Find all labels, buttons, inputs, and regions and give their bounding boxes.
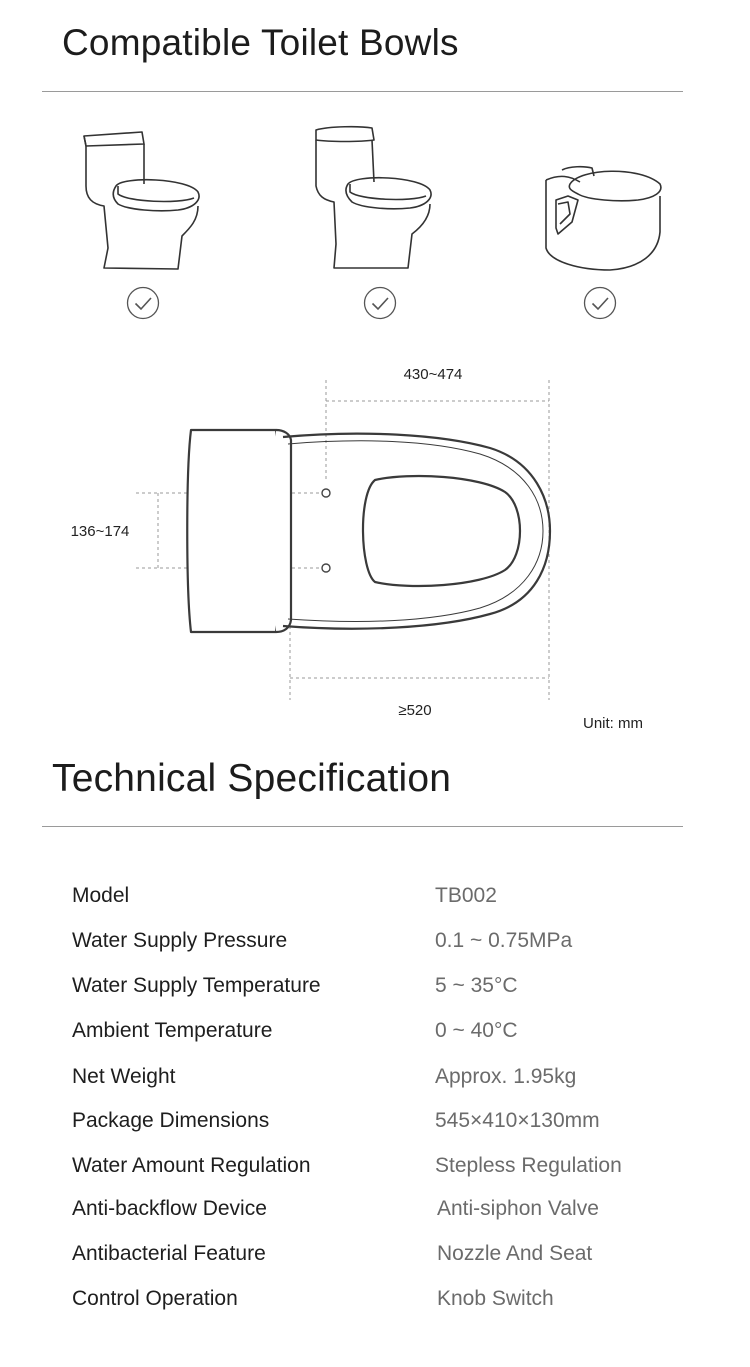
spec-value: Stepless Regulation xyxy=(435,1154,622,1177)
spec-row xyxy=(0,1109,750,1149)
spec-label: Antibacterial Feature xyxy=(72,1242,266,1265)
wall-hung-toilet-icon xyxy=(540,162,665,274)
spec-row xyxy=(0,1065,750,1105)
spec-value: Knob Switch xyxy=(437,1287,554,1310)
spec-value: 5 ~ 35°C xyxy=(435,974,518,997)
spec-row xyxy=(0,1242,750,1282)
unit-label: Unit: mm xyxy=(583,715,643,732)
one-piece-toilet-icon xyxy=(78,128,203,273)
spec-label: Net Weight xyxy=(72,1065,176,1088)
spec-value: Anti-siphon Valve xyxy=(437,1197,599,1220)
spec-label: Control Operation xyxy=(72,1287,238,1310)
one-piece-toilet-icon xyxy=(310,124,435,272)
spec-row xyxy=(0,929,750,969)
spec-row xyxy=(0,974,750,1014)
spec-label: Water Supply Temperature xyxy=(72,974,321,997)
spec-row xyxy=(0,1197,750,1237)
spec-row xyxy=(0,884,750,924)
spec-value: Approx. 1.95kg xyxy=(435,1065,577,1088)
spec-value: 545×410×130mm xyxy=(435,1109,600,1132)
spec-label: Water Supply Pressure xyxy=(72,929,288,952)
spec-value: 0 ~ 40°C xyxy=(435,1019,518,1042)
compatible-bowls-title: Compatible Toilet Bowls xyxy=(62,22,459,63)
technical-spec-title: Technical Specification xyxy=(52,757,452,800)
check-icon xyxy=(583,286,617,320)
spec-label: Package Dimensions xyxy=(72,1109,270,1132)
seat-length-label: 430~474 xyxy=(403,366,463,383)
spec-value: 0.1 ~ 0.75MPa xyxy=(435,929,573,952)
spec-label: Ambient Temperature xyxy=(72,1019,273,1042)
section-divider xyxy=(42,826,683,827)
spec-label: Model xyxy=(72,884,130,907)
spec-row xyxy=(0,1154,750,1194)
spec-value: TB002 xyxy=(435,884,497,907)
seat-dimension-diagram xyxy=(0,350,750,740)
check-icon xyxy=(126,286,160,320)
spec-value: Nozzle And Seat xyxy=(437,1242,593,1265)
spec-label: Anti-backflow Device xyxy=(72,1197,267,1220)
check-icon xyxy=(363,286,397,320)
spec-label: Water Amount Regulation xyxy=(72,1154,311,1177)
hole-spacing-label: 136~174 xyxy=(70,523,130,540)
spec-row xyxy=(0,1287,750,1327)
section-divider xyxy=(42,91,683,92)
spec-row xyxy=(0,1019,750,1059)
bowl-length-label: ≥520 xyxy=(398,702,432,719)
